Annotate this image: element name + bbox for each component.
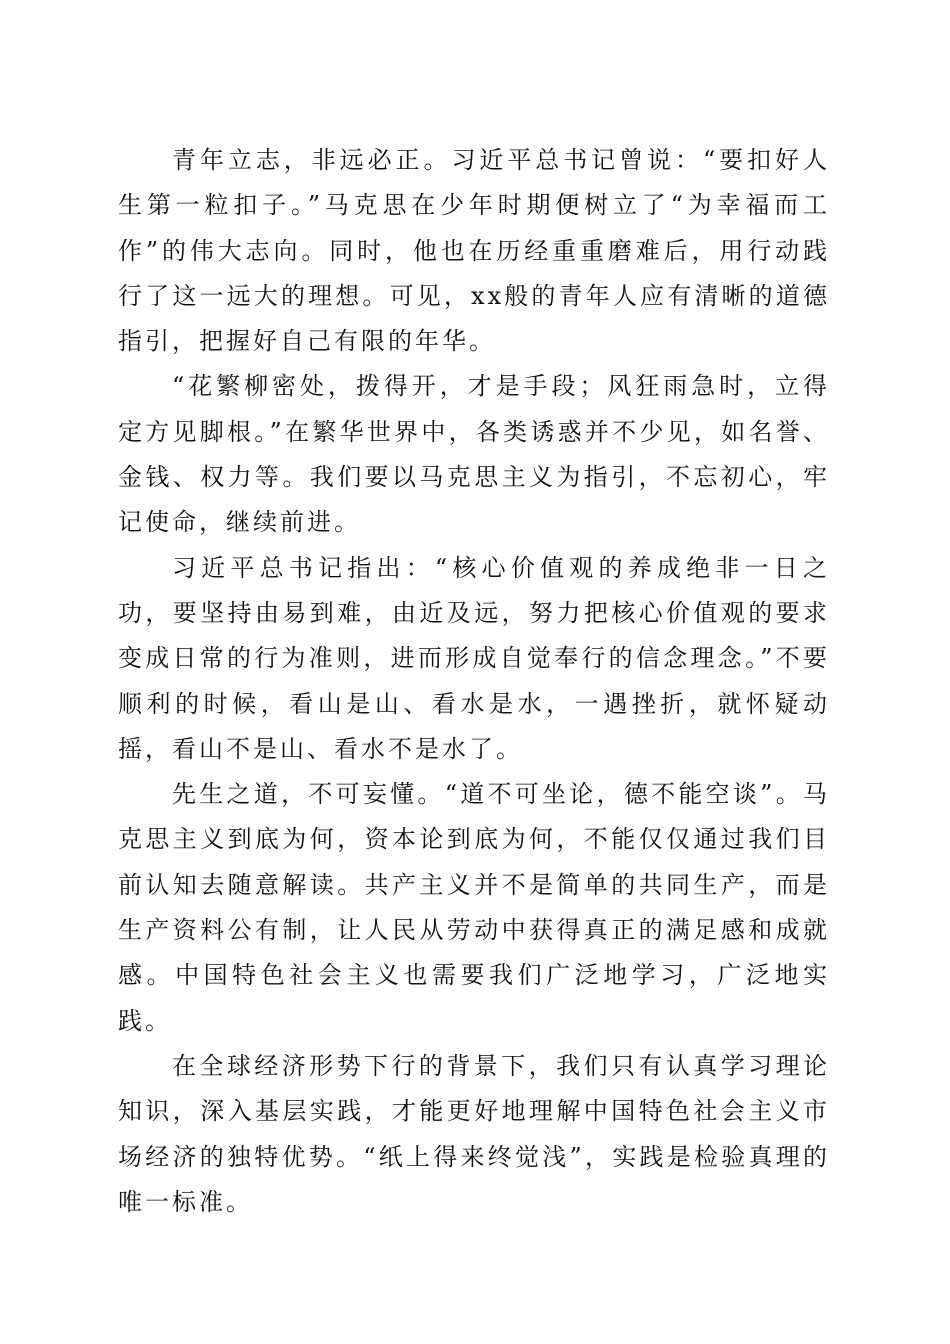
paragraph-4: 先生之道，不可妄懂。“道不可坐论，德不能空谈”。马克思主义到底为何，资本论到底为何，不能仅仅通过我们目前认知去随意解读。共产主义并不是简单的共同生产，而是生产资料公有制，让人民从劳动中获得真正的满足感和成就感。中国特色社会主义也需要我们广泛地学习，广泛地实践。 [118,780,830,1035]
document-body [118,138,830,1225]
paragraph-3: 习近平总书记指出：“核心价值观的养成绝非一日之功，要坚持由易到难，由近及远，努力把核心价值观的要求变成日常的行为准则，进而形成自觉奉行的信念理念。”不要顺利的时候，看山是山、看水是水，一遇挫折，就怀疑动摇，看山不是山、看水不是水了。 [118,553,830,763]
paragraph-1: 青年立志，非远必正。习近平总书记曾说：“要扣好人生第一粒扣子。”马克思在少年时期便树立了“为幸福而工作”的伟大志向。同时，他也在历经重重磨难后，用行动践行了这一远大的理想。可见，xx般的青年人应有清晰的道德指引，把握好自己有限的年华。 [118,146,830,356]
paragraph-5: 在全球经济形势下行的背景下，我们只有认真学习理论知识，深入基层实践，才能更好地理解中国特色社会主义市场经济的独特优势。“纸上得来终觉浅”，实践是检验真理的唯一标准。 [118,1051,830,1216]
paragraph-2: “花繁柳密处，拨得开，才是手段；风狂雨急时，立得定方见脚根。”在繁华世界中，各类诱惑并不少见，如名誉、金钱、权力等。我们要以马克思主义为指引，不忘初心，牢记使命，继续前进。 [118,372,830,537]
